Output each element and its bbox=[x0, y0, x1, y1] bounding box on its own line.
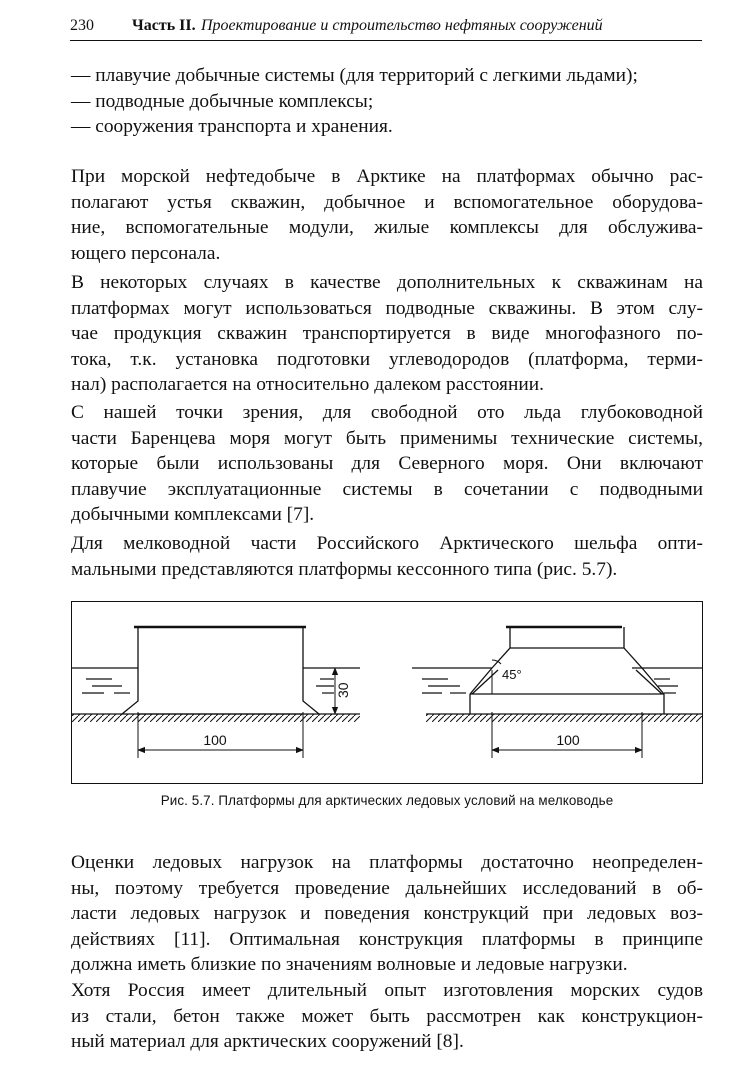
paragraph-1: При морской нефтедобыче в Арктике на платформах обычно рас- полагают устья скважин, добычное и вспомогательное оборудова- ние, вспомогательные модули, жилые комплексы для обслужива- ющего персонала. bbox=[71, 166, 703, 264]
left-platform bbox=[72, 627, 360, 758]
figure-caption: Рис. 5.7. Платформы для арктических ледовых условий на мелководье bbox=[160, 793, 614, 808]
header-title: Проектирование и строительство нефтяных сооружений bbox=[201, 17, 603, 34]
angle-label: 45° bbox=[502, 667, 522, 682]
right-platform bbox=[412, 627, 702, 758]
paragraph-6: Хотя Россия имеет длительный опыт изготовления морских судов из стали, бетон также может быть рассмотрен как конструкцион- ный материал для арктических сооружений [8]. bbox=[71, 980, 703, 1053]
running-header bbox=[70, 14, 702, 41]
paragraph-5: Оценки ледовых нагрузок на платформы достаточно неопределен- ны, поэтому требуется проведение дальнейших исследований в об- ласти ледовых нагрузок и поведения конструкций при ледовых воз- действиях [11]. Оптимальная конструкция платформы в принципе должна иметь близкие по значениям волновые и ледовые нагрузки. bbox=[71, 852, 703, 976]
paragraph-2: В некоторых случаях в качестве дополнительных к скважинам на платформах могут использоваться подводные скважины. В этом слу- чае продукция скважин транспортируется в виде многофазного по- тока, т.к. установка подготовки углеводородов (платформа, терми- нал) располагается на относительно далеком расстоянии. bbox=[71, 272, 703, 396]
list-item: — сооружения транспорта и хранения. bbox=[71, 116, 393, 138]
list-item: — подводные добычные комплексы; bbox=[71, 90, 374, 112]
right-width-label: 100 bbox=[556, 732, 580, 748]
left-width-label: 100 bbox=[203, 732, 227, 748]
figure-platforms bbox=[71, 601, 703, 784]
bullet-list bbox=[71, 63, 703, 140]
paragraph-4: Для мелководной части Российского Арктического шельфа опти- мальными представляются платформы кессонного типа (рис. 5.7). bbox=[71, 533, 703, 580]
depth-label: 30 bbox=[335, 682, 351, 698]
page-number: 230 bbox=[70, 17, 94, 34]
paragraph-3: С нашей точки зрения, для свободной ото льда глубоководной части Баренцева моря могут быть применимы технические системы, которые были использованы для Северного моря. Они включают плавучие эксплуатационные системы в сочетании с подводными добычными комплексами [7]. bbox=[71, 402, 703, 526]
list-item: — плавучие добычные системы (для территорий с легкими льдами); bbox=[71, 65, 638, 86]
part-label: Часть II. bbox=[132, 17, 196, 34]
platforms-diagram bbox=[72, 602, 702, 783]
